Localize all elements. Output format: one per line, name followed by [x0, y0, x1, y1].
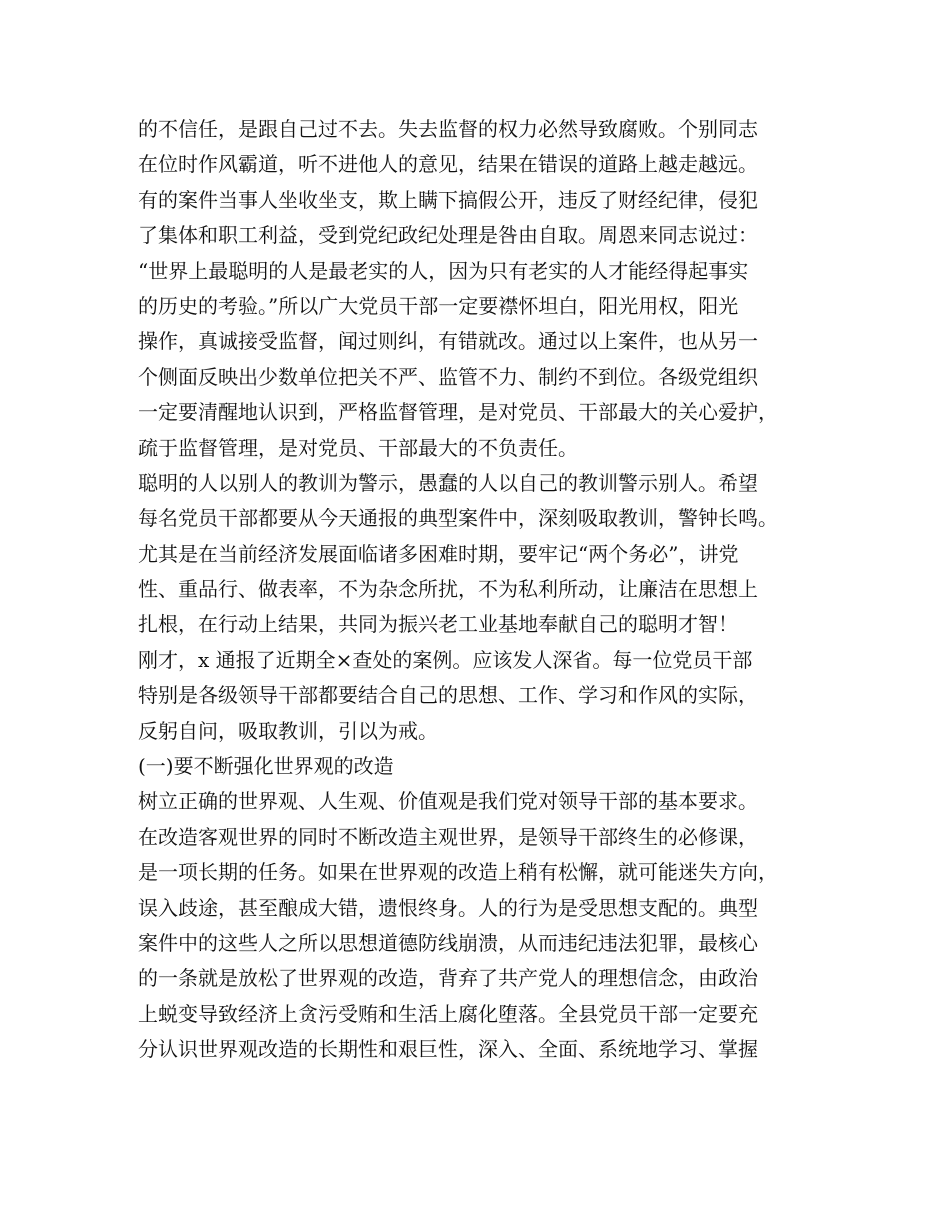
text-line: 的历史的考验。”所以广大党员干部一定要襟怀坦白，阳光用权，阳光: [138, 293, 739, 318]
text-line: 在改造客观世界的同时不断改造主观世界，是领导干部终生的必修课，: [138, 824, 758, 849]
text-line: 刚才，x 通报了近期全×查处的案例。应该发人深省。每一位党员干部: [138, 647, 753, 672]
text-line: 在位时作风霸道，听不进他人的意见，结果在错误的道路上越走越远。: [138, 152, 758, 177]
text-line: “世界上最聪明的人是最老实的人，因为只有老实的人才能经得起事实: [138, 258, 749, 283]
text-line: 了集体和职工利益，受到党纪政纪处理是咎由自取。周恩来同志说过：: [138, 223, 758, 248]
text-line: 树立正确的世界观、人生观、价值观是我们党对领导干部的基本要求。: [138, 789, 758, 814]
text-line: 个侧面反映出少数单位把关不严、监管不力、制约不到位。各级党组织: [138, 364, 758, 389]
text-line: 上蜕变导致经济上贪污受贿和生活上腐化堕落。全县党员干部一定要充: [138, 1001, 758, 1026]
text-line: 反躬自问，吸取教训，引以为戒。: [138, 718, 438, 743]
text-line: 是一项长期的任务。如果在世界观的改造上稍有松懈，就可能迷失方向，: [138, 860, 778, 885]
text-line: 一定要清醒地认识到，严格监督管理，是对党员、干部最大的关心爱护，: [138, 400, 778, 425]
text-line: 误入歧途，甚至酿成大错，遗恨终身。人的行为是受思想支配的。典型: [138, 895, 758, 920]
text-line: 性、重品行、做表率，不为杂念所扰，不为私利所动，让廉洁在思想上: [138, 577, 758, 602]
text-line: 扎根，在行动上结果，共同为振兴老工业基地奉献自己的聪明才智！: [138, 612, 738, 637]
text-line: 每名党员干部都要从今天通报的典型案件中，深刻吸取教训，警钟长鸣。: [138, 506, 778, 531]
section-heading: (一)要不断强化世界观的改造: [138, 754, 394, 779]
text-line: 尤其是在当前经济发展面临诸多困难时期，要牢记“两个务必”，讲党: [138, 541, 739, 566]
text-line: 聪明的人以别人的教训为警示，愚蠢的人以自己的教训警示别人。希望: [138, 470, 758, 495]
text-line: 的不信任，是跟自己过不去。失去监督的权力必然导致腐败。个别同志: [138, 117, 758, 141]
text-line: 的一条就是放松了世界观的改造，背弃了共产党人的理想信念，由政治: [138, 966, 758, 991]
text-line: 有的案件当事人坐收坐支，欺上瞒下搞假公开，违反了财经纪律，侵犯: [138, 187, 758, 212]
document-body: [138, 112, 828, 1068]
text-line: 案件中的这些人之所以思想道德防线崩溃，从而违纪违法犯罪，最核心: [138, 930, 758, 955]
text-line: 特别是各级领导干部都要结合自己的思想、工作、学习和作风的实际，: [138, 683, 758, 708]
text-line: 操作，真诚接受监督，闻过则纠，有错就改。通过以上案件，也从另一: [138, 329, 758, 354]
text-line: 疏于监督管理，是对党员、干部最大的不负责任。: [138, 435, 578, 460]
text-line: 分认识世界观改造的长期性和艰巨性，深入、全面、系统地学习、掌握: [138, 1037, 758, 1062]
